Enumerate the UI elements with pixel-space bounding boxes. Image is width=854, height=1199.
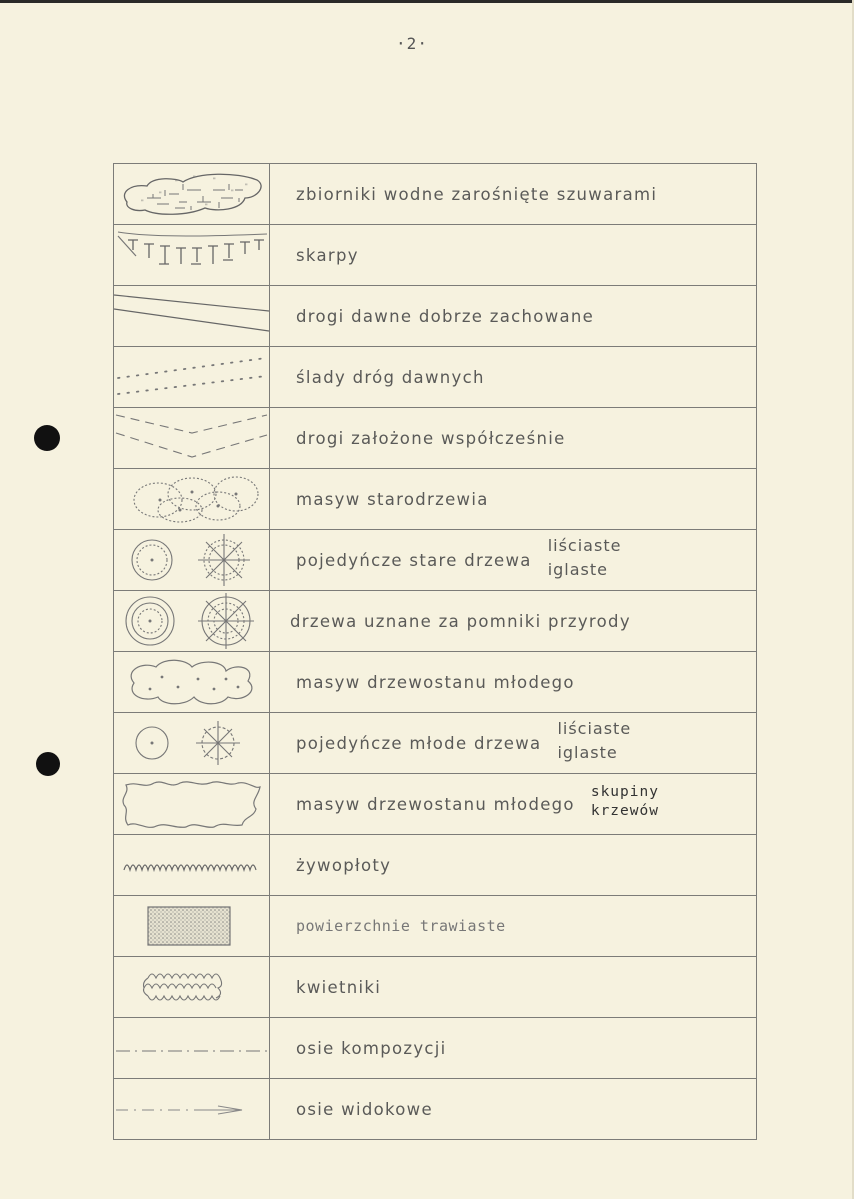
legend-row (113, 590, 757, 651)
legend-sublabel: liściaste (557, 719, 632, 738)
old-road-traces-symbol (113, 347, 270, 407)
legend-sublabel: liściaste (547, 536, 622, 555)
legend-label: ślady dróg dawnych (296, 367, 485, 387)
legend-label: osie kompozycji (296, 1038, 447, 1058)
page-number: ·2· (396, 34, 428, 53)
legend-label: masyw drzewostanu młodego (296, 794, 575, 814)
legend-row (113, 956, 757, 1017)
composition-axis-symbol (113, 1018, 270, 1078)
punch-hole (36, 752, 60, 776)
svg-text:": " (174, 179, 178, 186)
legend-sublabel: iglaste (557, 743, 618, 762)
svg-text:": " (204, 203, 208, 210)
old-single-trees-symbol (113, 530, 270, 590)
legend-sublabel: iglaste (547, 560, 609, 579)
legend-row (113, 163, 757, 224)
escarpment-symbol (113, 225, 270, 285)
svg-text:": " (244, 183, 248, 190)
legend-row (113, 651, 757, 712)
svg-text:": " (212, 177, 216, 184)
legend-row (113, 895, 757, 956)
svg-text:": " (158, 191, 162, 198)
legend-table (113, 163, 757, 1140)
old-road-symbol (113, 286, 270, 346)
grass-symbol (113, 896, 270, 956)
legend-row (113, 468, 757, 529)
view-axis-symbol (113, 1079, 270, 1139)
legend-row (113, 1017, 757, 1078)
flowerbed-symbol (113, 957, 270, 1017)
legend-row (113, 529, 757, 590)
young-tree-stand-symbol (113, 652, 270, 712)
legend-row (113, 712, 757, 773)
legend-label: zbiorniki wodne zarośnięte szuwarami (296, 184, 658, 204)
punch-hole (34, 425, 60, 451)
svg-text:": " (140, 199, 144, 206)
legend-label: osie widokowe (296, 1099, 433, 1119)
legend-label: masyw drzewostanu młodego (296, 672, 575, 692)
legend-label: żywopłoty (296, 855, 392, 875)
legend-label: masyw starodrzewia (296, 489, 489, 509)
legend-row (113, 346, 757, 407)
legend-label: powierzchnie trawiaste (296, 917, 506, 935)
legend-label: drogi dawne dobrze zachowane (296, 306, 595, 326)
legend-row (113, 224, 757, 285)
reed-pond-symbol (113, 164, 270, 224)
legend-row (113, 285, 757, 346)
legend-row (113, 1078, 757, 1140)
young-single-trees-symbol (113, 713, 270, 773)
legend-sublabel: krzewów (590, 803, 659, 819)
page-top-edge (0, 0, 854, 3)
legend-row (113, 407, 757, 468)
modern-road-symbol (113, 408, 270, 468)
hedge-symbol (113, 835, 270, 895)
monument-trees-symbol (113, 591, 270, 651)
legend-label: kwietniki (296, 977, 382, 997)
legend-row (113, 773, 757, 834)
legend-label: drzewa uznane za pomniki przyrody (290, 611, 631, 631)
legend-label: pojedyńcze stare drzewa (296, 550, 532, 570)
shrub-mass-symbol (113, 774, 270, 834)
legend-sublabel: skupiny (590, 784, 659, 800)
svg-text:": " (230, 189, 234, 196)
svg-text:": " (192, 175, 196, 182)
legend-label: drogi założone współcześnie (296, 428, 566, 448)
legend-row (113, 834, 757, 895)
legend-label: pojedyńcze młode drzewa (296, 733, 542, 753)
legend-label: skarpy (296, 245, 359, 265)
old-tree-stand-symbol (113, 469, 270, 529)
